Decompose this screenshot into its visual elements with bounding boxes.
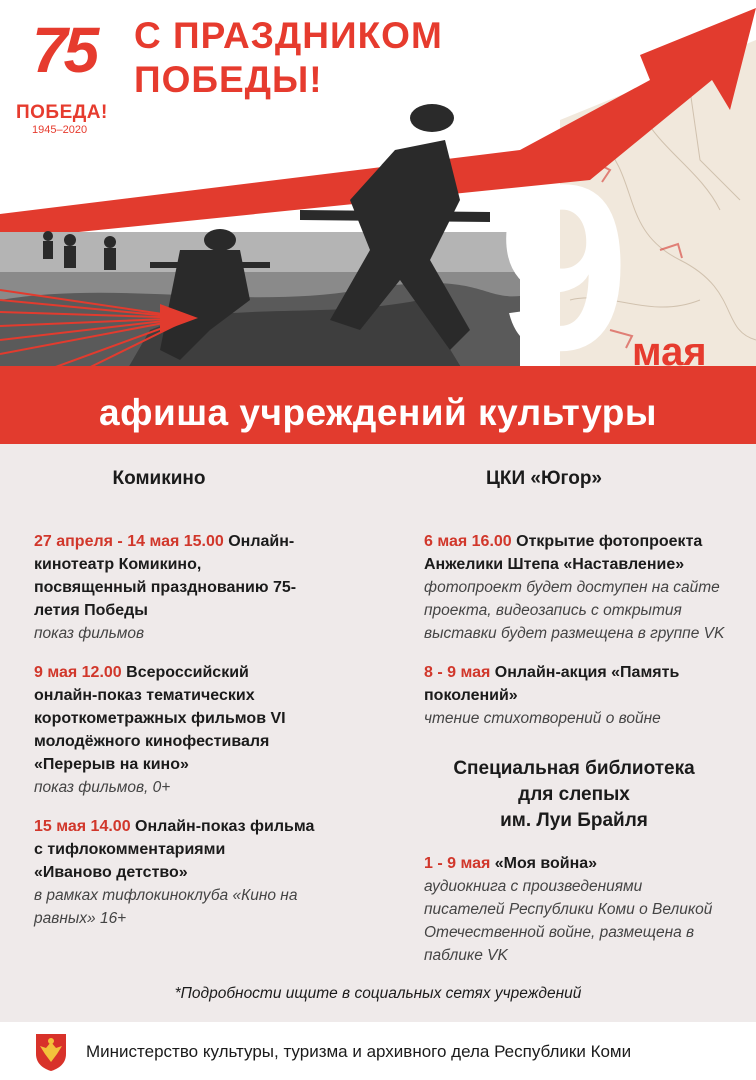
event-title: «Иваново детство» — [34, 864, 188, 881]
event-note: писателей Республики Коми о Великой — [424, 901, 713, 918]
event-date: 27 апреля - 14 мая 15.00 — [34, 533, 224, 550]
venue-title-line: для слепых — [518, 784, 630, 805]
event-title-block — [424, 530, 744, 576]
event-date: 6 мая 16.00 — [424, 533, 512, 550]
right-column — [424, 444, 744, 967]
event-title: кинотеатр Комикино, — [34, 556, 202, 573]
event-note: Отечественной войне, размещена в — [424, 924, 695, 941]
event-title: поколений» — [424, 687, 518, 704]
event-title: летия Победы — [34, 602, 148, 619]
event-note: показ фильмов, 0+ — [34, 779, 171, 796]
event-note: проекта, видеозапись с открытия — [424, 602, 682, 619]
event-title: молодёжного кинофестиваля — [34, 733, 270, 750]
event-item — [424, 661, 744, 730]
greeting-title — [134, 14, 443, 102]
event-item — [34, 815, 354, 930]
event-title: «Перерыв на кино» — [34, 756, 189, 773]
hero-header — [0, 0, 756, 382]
greeting-line-1: С ПРАЗДНИКОМ — [134, 15, 443, 56]
event-title: Всероссийский — [126, 664, 249, 681]
event-title-block — [424, 661, 744, 707]
event-item — [424, 852, 744, 967]
event-note: показ фильмов — [34, 625, 145, 642]
month-word: мая — [632, 330, 707, 374]
event-date: 1 - 9 мая — [424, 855, 491, 872]
event-title: «Моя война» — [494, 855, 598, 872]
ministry-name: Министерство культуры, туризма и архивного дела Республики Коми — [86, 1042, 632, 1061]
event-date: 8 - 9 мая — [424, 664, 491, 681]
event-title: онлайн-показ тематических — [34, 687, 255, 704]
event-date: 9 мая 12.00 — [34, 664, 122, 681]
logo-word: ПОБЕДА! — [16, 102, 108, 123]
event-date: 15 мая 14.00 — [34, 818, 131, 835]
event-title-block — [424, 852, 744, 875]
event-note: аудиокнига с произведениями — [424, 878, 643, 895]
venue-title-line: им. Луи Брайля — [500, 810, 648, 831]
footer — [0, 1022, 756, 1080]
event-note: выставки будет размещена в группе VK — [424, 625, 725, 642]
event-item — [424, 530, 744, 645]
event-title: Анжелики Штепа «Наставление» — [424, 556, 685, 573]
event-title: посвященный празднованию 75- — [34, 579, 297, 596]
footnote: *Подробности ищите в социальных сетях учреждений — [174, 985, 582, 1002]
left-column — [34, 444, 354, 930]
greeting-line-2: ПОБЕДЫ! — [134, 59, 323, 100]
event-title-block — [34, 815, 354, 884]
event-note: паблике VK — [424, 947, 508, 964]
banner-title: афиша учреждений культуры — [99, 392, 657, 433]
event-title: Онлайн- — [228, 533, 295, 550]
logo-years: 1945–2020 — [32, 124, 88, 136]
event-note: чтение стихотворений о войне — [424, 710, 661, 727]
event-title: Открытие фотопроекта — [516, 533, 703, 550]
event-note: равных» 16+ — [34, 910, 127, 927]
venue-title: Комикино — [112, 468, 206, 489]
event-title: Онлайн-показ фильма — [135, 818, 315, 835]
event-title: короткометражных фильмов VI — [34, 710, 286, 727]
event-note: в рамках тифлокиноклуба «Кино на — [34, 887, 298, 904]
venue-title: ЦКИ «Югор» — [485, 468, 602, 489]
event-note: фотопроект будет доступен на сайте — [424, 579, 720, 596]
event-title: Онлайн-акция «Память — [494, 664, 680, 681]
event-title: с тифлокомментариями — [34, 841, 226, 858]
poster-banner — [0, 382, 756, 444]
venue-title-line: Специальная библиотека — [453, 758, 695, 779]
venue-title — [404, 756, 744, 834]
komi-crest-icon — [34, 1032, 68, 1072]
day-number: 9 — [498, 136, 630, 382]
victory-75-logo — [14, 14, 124, 138]
event-item — [34, 661, 354, 799]
event-item — [34, 530, 354, 645]
logo-number: 75 — [32, 14, 96, 86]
event-title-block — [34, 661, 354, 776]
event-title-block — [34, 530, 354, 622]
